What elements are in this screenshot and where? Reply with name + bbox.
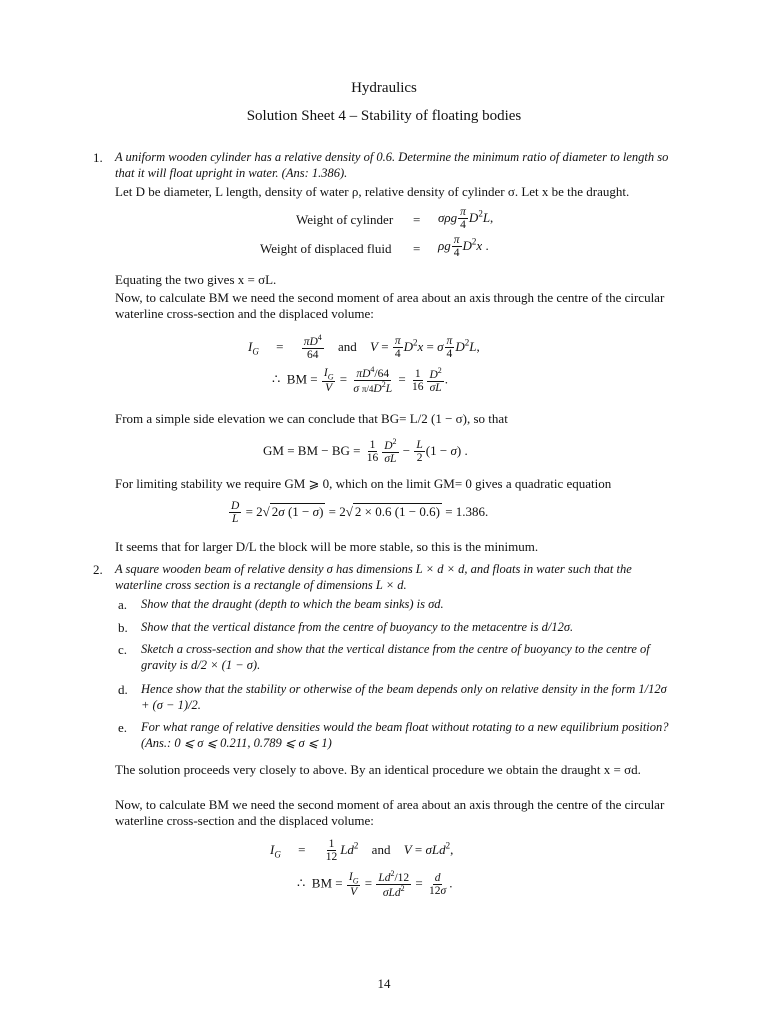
part-text: Hence show that the stability or otherwise of the beam depends only on relative density in the form 1/12σ + (σ − 1)/2. — [141, 682, 667, 712]
bm-intro-text: Now, to calculate BM we need the second moment of area about an axis through the centre of the circular waterline cross-section and the displaced volume: — [115, 290, 665, 322]
bm-intro-text: Now, to calculate BM we need the second moment of area about an axis through the centre of the circular waterline cross-section and the displaced volume: — [115, 797, 665, 829]
part-text: Show that the draught (depth to which the beam sinks) is σd. — [141, 597, 444, 611]
question-number: 2. — [93, 562, 103, 577]
equals-sign: = — [413, 212, 421, 227]
equals-sign: = — [413, 241, 421, 256]
part-label: a. — [118, 597, 128, 612]
equating-text: Equating the two gives x = σL. — [115, 272, 277, 287]
intro-text: Let D be diameter, L length, density of water ρ, relative density of cylinder σ. Let x be the draught. — [115, 184, 630, 199]
weight-cylinder-formula: σρg $\frac{\pi}{4}$ $D^2L$, — [438, 206, 494, 232]
gm-equation: GM = BM − BG = $\frac{1}{16}$ $\frac{D^2}{\sigma L}$ − $\frac{L}{2}$ (1 − σ) . — [263, 437, 468, 465]
question-text: A uniform wooden cylinder has a relative density of 0.6. Determine the minimum ratio of diameter to length so that it will float upright in water. (Ans: 1.386). — [115, 150, 669, 180]
dl-equation: $\frac{D}{L}$ = 2√ 2σ (1 − σ) = 2√ 2 × 0.6 (1 − 0.6) = 1.386. — [231, 500, 489, 526]
part-label: c. — [118, 642, 128, 657]
solution-text: The solution proceeds very closely to above. By an identical procedure we obtain the draught x = σd. — [115, 762, 641, 777]
ig-equation: $I_G$ = $\frac{1}{12}$ Ld$^2$ and V = σLd$^2$, — [270, 838, 454, 864]
bm-equation: ∴ BM = $\frac{I_G}{V}$ = $\frac{\pi D^4/64}{\sigma \pi/4D^2L}$ = $\frac{1}{16}$ $\frac{D^2}{\sigma L}$ . — [272, 365, 449, 395]
page-number: 14 — [377, 976, 391, 991]
weight-fluid-formula: ρg $\frac{\pi}{4}$ $D^2x$ . — [438, 234, 489, 260]
part-label: e. — [118, 720, 128, 735]
part-text: Sketch a cross-section and show that the vertical distance from the centre of buoyancy to the centre of gravity is d/2 × (1 − σ). — [141, 642, 650, 672]
page-title: Hydraulics — [351, 80, 417, 96]
part-text: For what range of relative densities would the beam float without rotating to a new equilibrium position? (Ans.: 0 ⩽ σ ⩽ 0.211, 0.789 ⩽ σ ⩽ 1) — [141, 720, 669, 750]
part-text: Show that the vertical distance from the centre of buoyancy to the metacentre is d/12σ. — [141, 620, 574, 634]
conclusion-text: It seems that for larger D/L the block will be more stable, so this is the minimum. — [115, 539, 539, 554]
bm-equation: ∴ BM = $\frac{I_G}{V}$ = $\frac{Ld^2/12}{\sigma Ld^2}$ = $\frac{d}{12\sigma}$ . — [297, 869, 453, 899]
weight-fluid-label: Weight of displaced fluid — [260, 241, 392, 256]
part-label: d. — [118, 682, 128, 697]
limiting-text: For limiting stability we require GM ⩾ 0, which on the limit GM= 0 gives a quadratic equation — [115, 476, 612, 491]
question-number: 1. — [93, 150, 103, 165]
page-subtitle: Solution Sheet 4 – Stability of floating bodies — [246, 108, 522, 124]
question-text: A square wooden beam of relative density σ has dimensions L × d × d, and floats in water such that the waterline cross section is a rectangle of dimensions L × d. — [115, 562, 632, 592]
ig-equation: $I_G$ = $\frac{\pi D^4}{64}$ and V = $\frac{\pi}{4}$ $D^2x = \sigma$ $\frac{\pi}{4}$ $D^2L$, — [248, 333, 480, 361]
weight-cylinder-label: Weight of cylinder — [296, 212, 394, 227]
bg-text: From a simple side elevation we can conclude that BG= L/2 (1 − σ), so that — [115, 411, 508, 426]
part-label: b. — [118, 620, 128, 635]
